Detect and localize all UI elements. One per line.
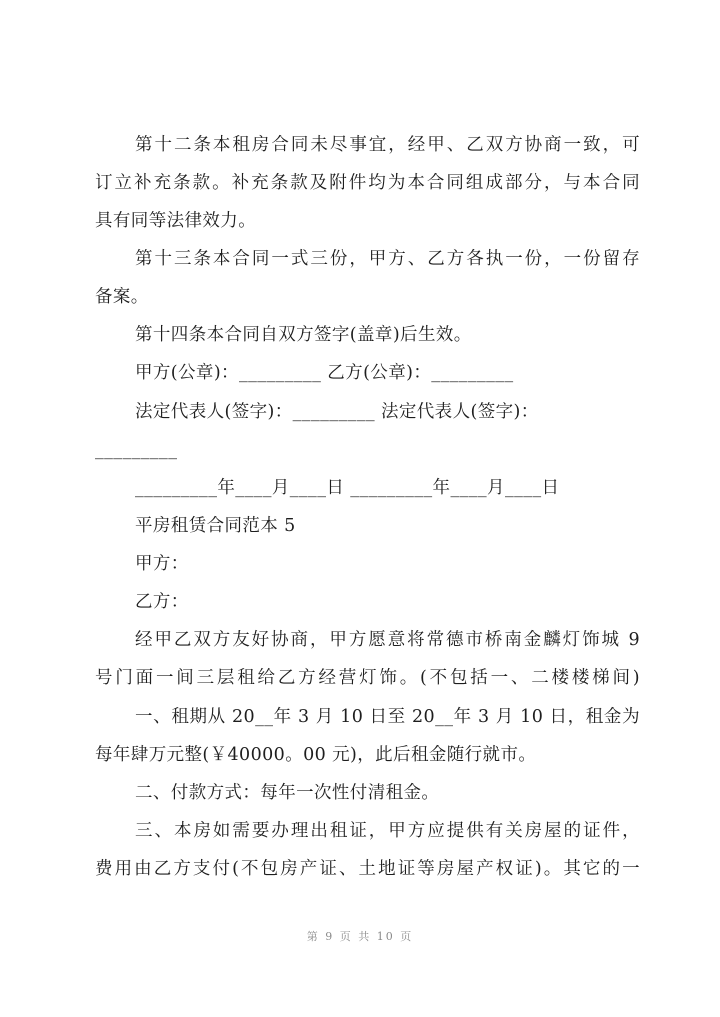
clause-13-line-2: 备案。 <box>95 287 149 307</box>
seal-line: 甲方(公章)：_________ 乙方(公章)：_________ <box>135 363 514 383</box>
intro-line-1: 经甲乙双方友好协商，甲方愿意将常德市桥南金麟灯饰城 9 <box>135 630 640 650</box>
clause-14: 第十四条本合同自双方签字(盖章)后生效。 <box>135 325 472 345</box>
representative-blank: _________ <box>95 440 178 460</box>
intro-line-2: 号门面一间三层租给乙方经营灯饰。(不包括一、二楼楼梯间) <box>95 668 640 688</box>
page-footer: 第 9 页 共 10 页 <box>306 930 414 943</box>
party-a: 甲方： <box>135 554 189 574</box>
term-line-1: 一、租期从 20__年 3 月 10 日至 20__年 3 月 10 日，租金为 <box>135 707 640 727</box>
clause-12-line-3: 具有同等法律效力。 <box>95 211 257 231</box>
section-title: 平房租赁合同范本 5 <box>135 516 296 536</box>
payment-line: 二、付款方式：每年一次性付清租金。 <box>135 783 440 803</box>
clause-3-line-2: 费用由乙方支付(不包房产证、土地证等房屋产权证)。其它的一 <box>95 859 640 879</box>
representative-line: 法定代表人(签字)：_________ 法定代表人(签字)： <box>135 402 539 422</box>
term-line-2: 每年肆万元整(￥40000。00 元)，此后租金随行就市。 <box>95 745 537 765</box>
date-line: _________年____月____日 _________年____月____日 <box>135 478 560 498</box>
clause-12-line-1: 第十二条本租房合同未尽事宜，经甲、乙双方协商一致，可 <box>135 135 640 155</box>
clause-13-line-1: 第十三条本合同一式三份，甲方、乙方各执一份，一份留存 <box>135 249 640 269</box>
clause-3-line-1: 三、本房如需要办理出租证，甲方应提供有关房屋的证件， <box>135 821 640 841</box>
party-b: 乙方： <box>135 592 189 612</box>
clause-12-line-2: 订立补充条款。补充条款及附件均为本合同组成部分，与本合同 <box>95 173 640 193</box>
